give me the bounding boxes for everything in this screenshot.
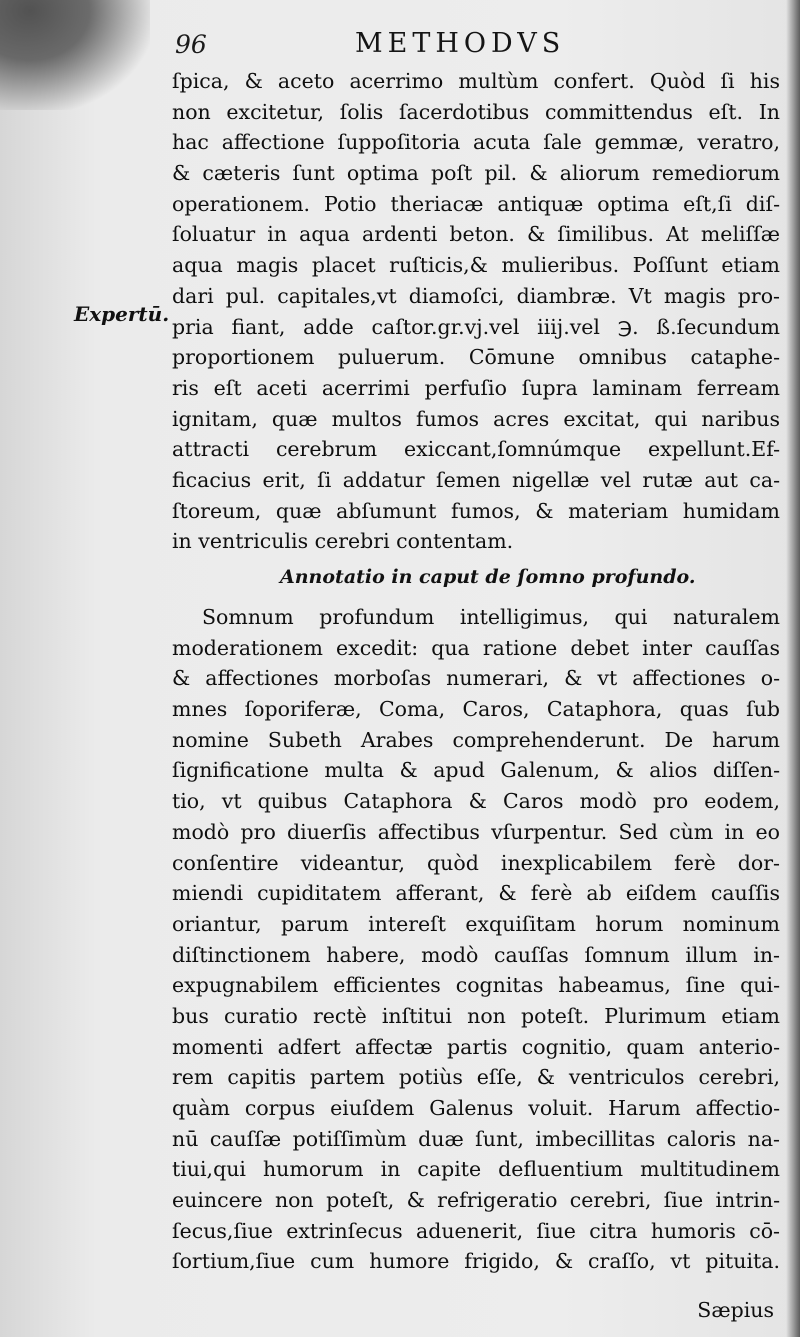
- text-line: ſignificatione multa & apud Galenum, & alios diſſen-: [172, 758, 780, 783]
- text-line: ſortium,ſiue cum humore frigido, & craſſo, vt pituita.: [172, 1249, 780, 1274]
- text-line: pria fiant, adde caſtor.gr.vj.vel iiij.vel ℈. ß.ſecundum: [172, 314, 780, 339]
- text-line: rem capitis partem potiùs eſſe, & ventriculos cerebri,: [172, 1065, 780, 1090]
- text-line: moderationem excedit: qua ratione debet inter cauſſas: [172, 635, 780, 660]
- text-line: conſentire videantur, quòd inexplicabilem ferè dor-: [172, 850, 780, 875]
- text-line: quàm corpus eiuſdem Galenus voluit. Harum affectio-: [172, 1096, 780, 1120]
- text-line: bus curatio rectè inſtitui non poteſt. Plurimum etiam: [172, 1003, 780, 1028]
- text-line: ris eſt aceti acerrimi perfuſio ſupra laminam ferream: [172, 375, 780, 400]
- text-line: proportionem puluerum. Cōmune omnibus cataphe-: [172, 345, 780, 370]
- catchword: Sæpius: [697, 1298, 774, 1322]
- margin-note: Expertū.: [74, 302, 170, 326]
- text-line: hac affectione ſuppoſitoria acuta ſale gemmæ, veratro,: [172, 130, 780, 155]
- text-line: ſoluatur in aqua ardenti beton. & ſimilibus. At meliſſæ: [172, 222, 780, 247]
- text-line: & affectiones morboſas numerari, & vt affectiones o-: [172, 666, 780, 691]
- text-line: nū cauſſæ potiſſimùm duæ ſunt, imbecillitas caloris na-: [172, 1126, 780, 1151]
- text-line: expugnabilem efficientes cognitas habeamus, ſine qui-: [172, 973, 780, 998]
- text-line: & cæteris ſunt optima poſt pil. & aliorum remediorum: [172, 161, 780, 186]
- text-line: momenti adfert affectæ partis cognitio, quam anterio-: [172, 1034, 780, 1059]
- text-line: in ventriculis cerebri contentam.: [172, 529, 514, 554]
- text-line: tiui,qui humorum in capite defluentium multitudinem: [172, 1157, 780, 1182]
- text-line: mnes ſoporiferæ, Coma, Caros, Cataphora, quas ſub: [172, 697, 780, 722]
- text-line: modò pro diuerſis affectibus vſurpentur. Sed cùm in eo: [172, 819, 780, 844]
- text-line: oriantur, parum intereſt exquiſitam horum nominum: [172, 911, 780, 936]
- text-line: ſpica, & aceto acerrimo multùm confert. Quòd ſi his: [172, 69, 780, 93]
- text-line: non excitetur, ſolis ſacerdotibus committendus eſt. In: [172, 99, 780, 124]
- section-heading: Annotatio in caput de ſomno profundo.: [280, 566, 696, 588]
- page-number: 96: [175, 30, 207, 59]
- text-line: ſecus,ſiue extrinſecus aduenerit, ſiue citra humoris cō-: [172, 1218, 780, 1243]
- paragraph-2: [172, 602, 780, 1277]
- text-line: ſtoreum, quæ abſumunt fumos, & materiam humidam: [172, 498, 780, 523]
- text-line: tio, vt quibus Cataphora & Caros modò pro eodem,: [172, 789, 780, 814]
- scan-shadow: [0, 0, 150, 110]
- text-line: operationem. Potio theriacæ antiquæ optima eſt,ſi diſ-: [172, 191, 780, 216]
- text-line: euincere non poteſt, & refrigeratio cerebri, ſiue intrin-: [172, 1188, 780, 1213]
- text-line: aqua magis placet ruſticis,& mulieribus. Poſſunt etiam: [172, 253, 780, 278]
- text-line: ficacius erit, ſi addatur ſemen nigellæ vel rutæ aut ca-: [172, 467, 780, 492]
- page-edge-shadow: [786, 0, 800, 1337]
- text-line: Somnum profundum intelligimus, qui naturalem: [202, 605, 780, 629]
- text-line: diſtinctionem habere, modò cauſſas ſomnum illum in-: [172, 942, 780, 967]
- running-title: METHODVS: [355, 28, 566, 59]
- text-line: nomine Subeth Arabes comprehenderunt. De harum: [172, 727, 780, 752]
- text-line: miendi cupiditatem afferant, & ferè ab eiſdem cauſſis: [172, 881, 780, 906]
- text-line: attracti cerebrum exiccant,ſomnúmque expellunt.Ef-: [172, 437, 780, 462]
- text-line: ignitam, quæ multos fumos acres excitat, qui naribus: [172, 406, 780, 431]
- paragraph-1: [172, 66, 780, 557]
- text-line: dari pul. capitales,vt diamoſci, diambræ. Vt magis pro-: [172, 283, 780, 308]
- page-header: [175, 28, 775, 68]
